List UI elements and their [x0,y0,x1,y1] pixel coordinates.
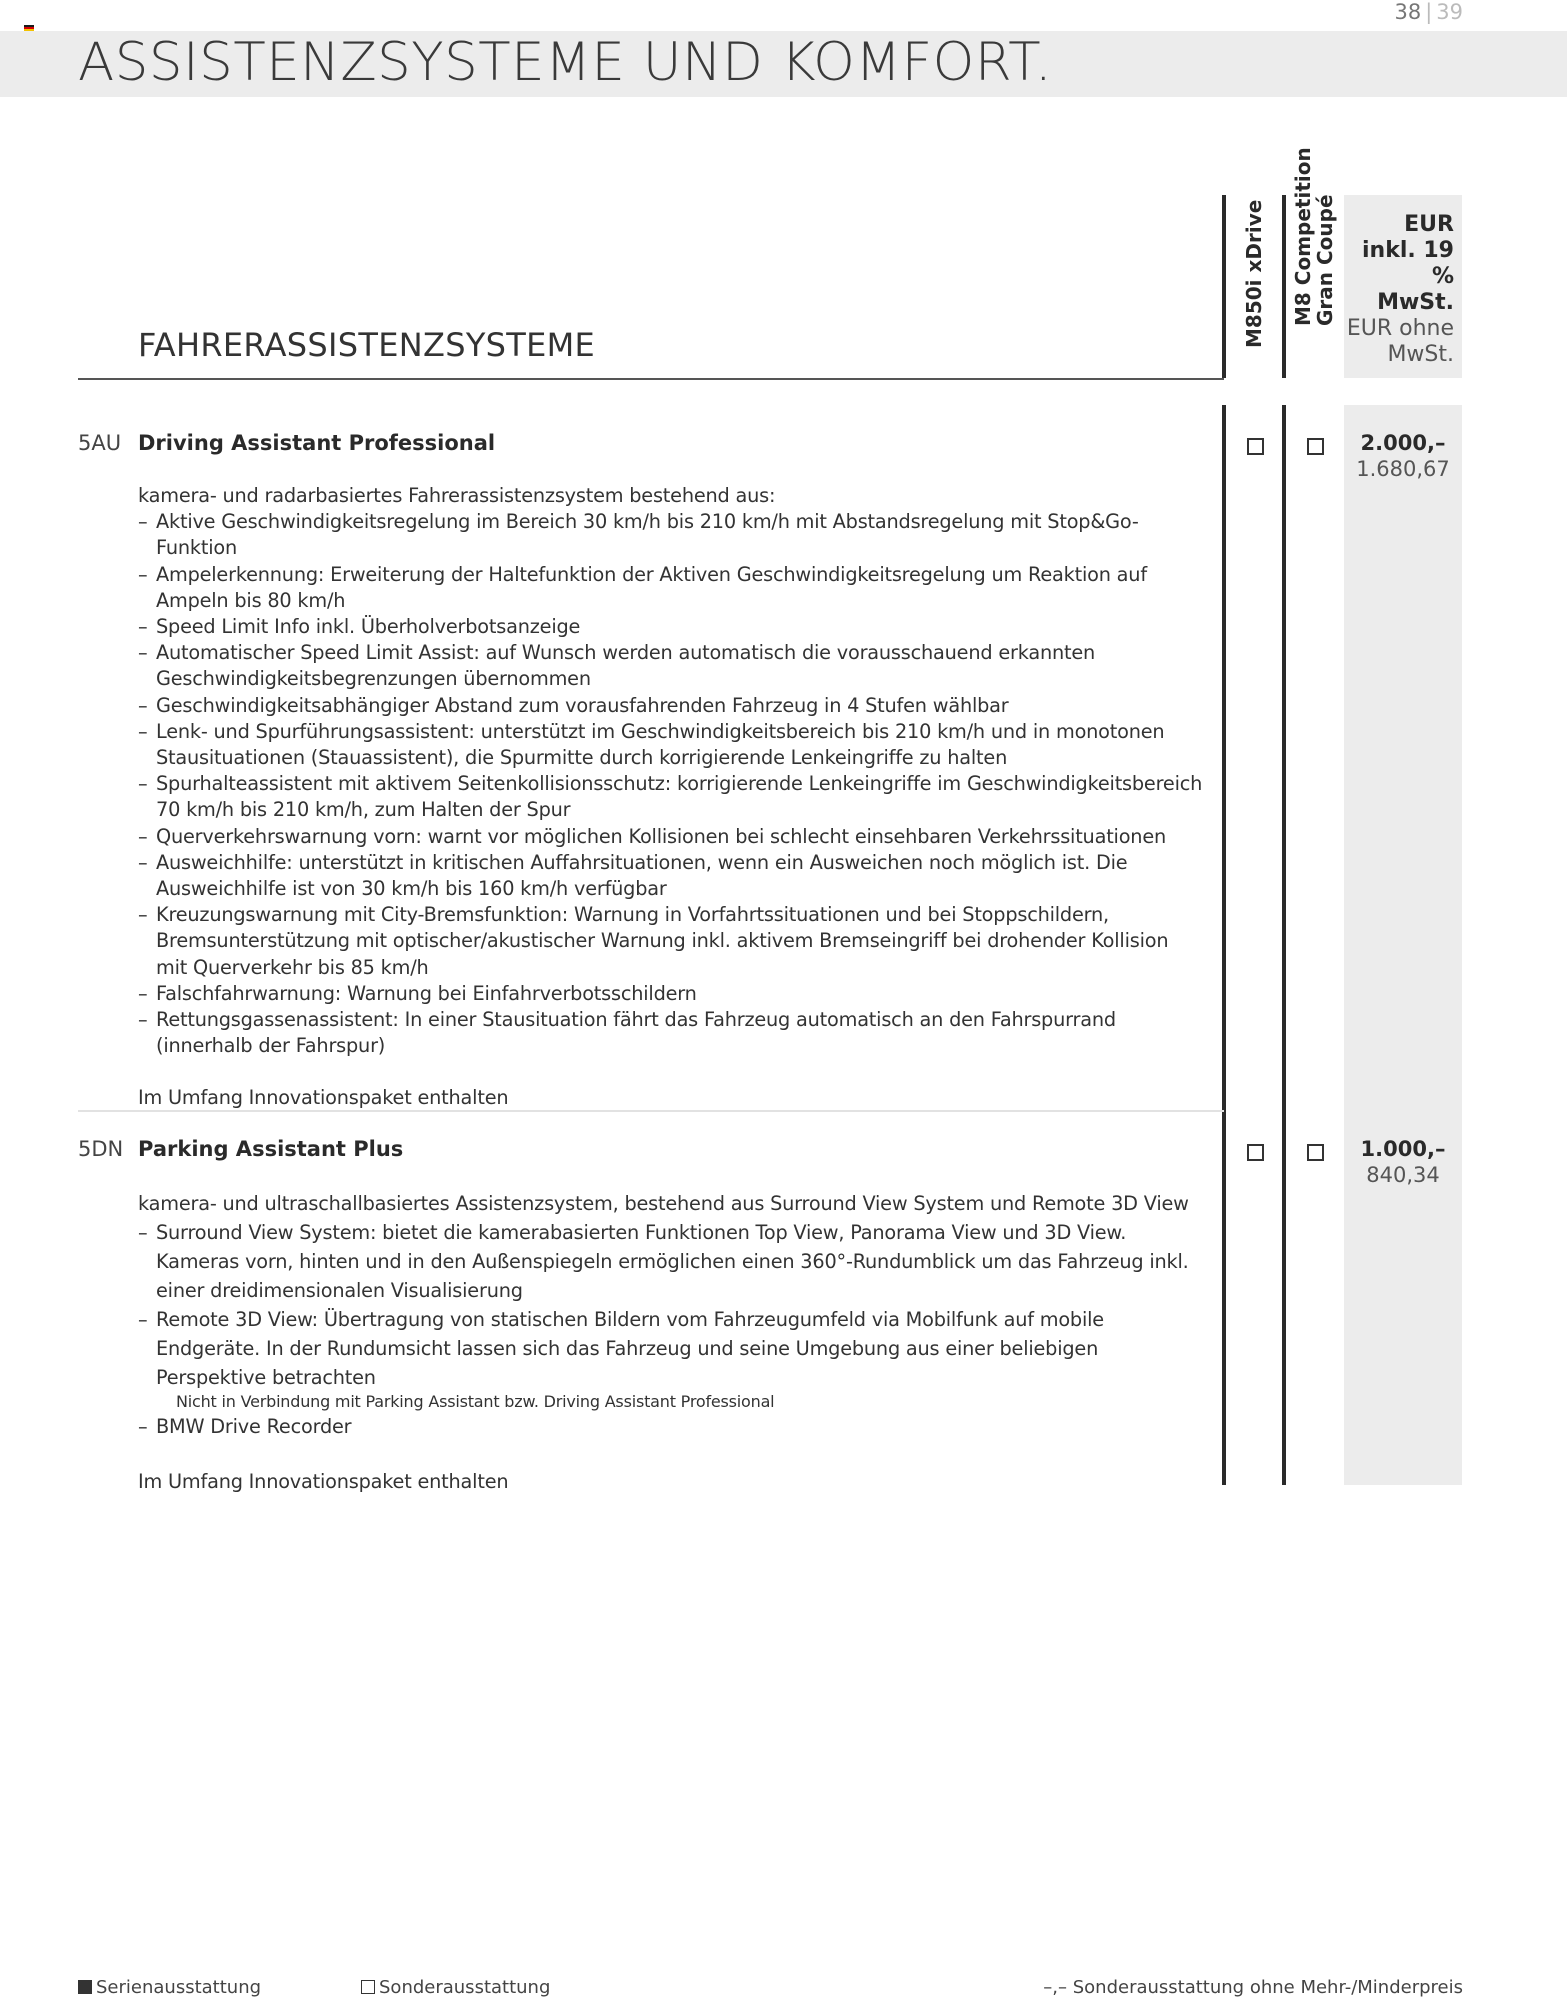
feature-item: – BMW Drive Recorder [138,1412,1203,1441]
item-description [138,1189,1203,1496]
price-gross: 1.000,– [1360,1137,1446,1161]
feature-item: – Remote 3D View: Übertragung von statischen Bildern vom Fahrzeugumfeld via Mobilfunk auf mobile Endgeräte. In der Rundumsicht lassen sich das Fahrzeug und seine Umgebung aus einer beliebigen Perspektive betrachten [138,1305,1203,1392]
feature-item: – Rettungsgassenassistent: In einer Stausituation fährt das Fahrzeug automatisch an den Fahrspurrand (innerhalb der Fahrspur) [138,1007,1203,1059]
item-code: 5AU [78,431,122,455]
option-checkbox-m850i [1247,1144,1264,1161]
no-charge-symbol: –,– [1043,1977,1067,1998]
item-title: Driving Assistant Professional [138,431,496,455]
package-note: Im Umfang Innovationspaket enthalten [138,1086,509,1110]
column-header-m850i [1222,195,1282,378]
feature-item: – Surround View System: bietet die kamerabasierten Funktionen Top View, Panorama View und 3D View. Kameras vorn, hinten und in den Außenspiegeln ermöglichen einen 360°-Rundumblick um das Fahrzeug inkl. einer dreidimensionalen Visualisierung [138,1218,1203,1305]
price-gross-label-3: MwSt. [1377,290,1454,315]
column-rule-m8 [1282,405,1286,1485]
feature-item: – Kreuzungswarnung mit City-Bremsfunktion: Warnung in Vorfahrtssituationen und bei Stoppschildern, Bremsunterstützung mit optischer/akustischer Warnung inkl. aktivem Bremseingriff bei drohender Kollision mit Querverkehr bis 85 km/h [138,902,1203,981]
column-header-m8 [1282,147,1342,378]
feature-item: – Querverkehrswarnung vorn: warnt vor möglichen Kollisionen bei schlecht einsehbaren Verkehrssituationen [138,824,1203,850]
page-separator: | [1425,0,1433,24]
section-rule [78,378,1224,380]
item-code: 5DN [78,1137,124,1161]
price-net: 840,34 [1366,1163,1440,1187]
feature-item: – Geschwindigkeitsabhängiger Abstand zum vorausfahrenden Fahrzeug in 4 Stufen wählbar [138,693,1203,719]
page-current: 38 [1394,0,1422,24]
item-title: Parking Assistant Plus [138,1137,404,1161]
description-intro: kamera- und radarbasiertes Fahrerassistenzsystem bestehend aus: [138,484,776,507]
price-net-label-1: EUR ohne [1346,316,1454,341]
item-price [1344,1136,1462,1188]
empty-square-icon [361,1980,375,1994]
feature-item: – Spurhalteassistent mit aktivem Seitenkollisionsschutz: korrigierende Lenkeingriffe im Geschwindigkeitsbereich 70 km/h bis 210 km/h, zum Halten der Spur [138,771,1203,823]
option-checkbox-m850i [1247,438,1264,455]
feature-item: – Aktive Geschwindigkeitsregelung im Bereich 30 km/h bis 210 km/h mit Abstandsregelung mit Stop&Go-Funktion [138,509,1203,561]
page-number [1394,0,1463,24]
package-note: Im Umfang Innovationspaket enthalten [138,1470,509,1493]
section-title: FAHRERASSISTENZSYSTEME [138,326,596,364]
price-column [1344,405,1462,1485]
feature-list [138,1218,1203,1392]
price-gross: 2.000,– [1360,431,1446,455]
price-gross-label-2: inkl. 19 % [1361,238,1454,289]
item-price [1344,430,1462,482]
feature-list [138,509,1203,1059]
feature-item: – Ausweichhilfe: unterstützt in kritischen Auffahrsituationen, wenn ein Ausweichen noch möglich ist. Die Ausweichhilfe ist von 30 km/h bis 160 km/h verfügbar [138,850,1203,902]
page-next: 39 [1436,0,1463,24]
price-net: 1.680,67 [1356,457,1450,481]
feature-item: – Speed Limit Info inkl. Überholverbotsanzeige [138,614,1203,640]
feature-item: – Falschfahrwarnung: Warnung bei Einfahrverbotsschildern [138,981,1203,1007]
feature-item: – Ampelerkennung: Erweiterung der Haltefunktion der Aktiven Geschwindigkeitsregelung um Reaktion auf Ampeln bis 80 km/h [138,562,1203,614]
price-column-header [1344,195,1462,378]
page-title: ASSISTENZSYSTEME UND KOMFORT. [78,32,1053,93]
option-checkbox-m8 [1307,438,1324,455]
flag-icon [24,25,34,31]
feature-item: – Lenk- und Spurführungsassistent: unterstützt im Geschwindigkeitsbereich bis 210 km/h und in monotonen Stausituationen (Stauassistent), die Spurmitte durch korrigierende Lenkeingriffe zu halten [138,719,1203,771]
option-checkbox-m8 [1307,1144,1324,1161]
flag-stripe-gold [24,29,34,31]
column-rule-m850i [1222,405,1226,1485]
item-description [138,483,1203,1112]
feature-list [138,1412,1203,1441]
feature-item: – Automatischer Speed Limit Assist: auf Wunsch werden automatisch die vorausschauend erkannten Geschwindigkeitsbegrenzungen übernommen [138,640,1203,692]
no-charge-label: Sonderausstattung ohne Mehr-/Minderpreis [1072,1977,1463,1998]
price-gross-label-1: EUR [1404,212,1454,237]
column-label-m8: M8 Competition Gran Coupé [1291,147,1337,326]
description-intro: kamera- und ultraschallbasiertes Assistenzsystem, bestehend aus Surround View System und Remote 3D View [138,1192,1189,1215]
legend-no-charge [1043,1977,1463,1998]
legend-standard: Serienausstattung [78,1977,261,1998]
legend-optional: Sonderausstattung [361,1977,550,1998]
price-net-label-2: MwSt. [1387,342,1454,367]
restriction-note: Nicht in Verbindung mit Parking Assistant bzw. Driving Assistant Professional [176,1392,775,1411]
filled-square-icon [78,1980,92,1994]
column-label-m850i: M850i xDrive [1242,199,1266,348]
